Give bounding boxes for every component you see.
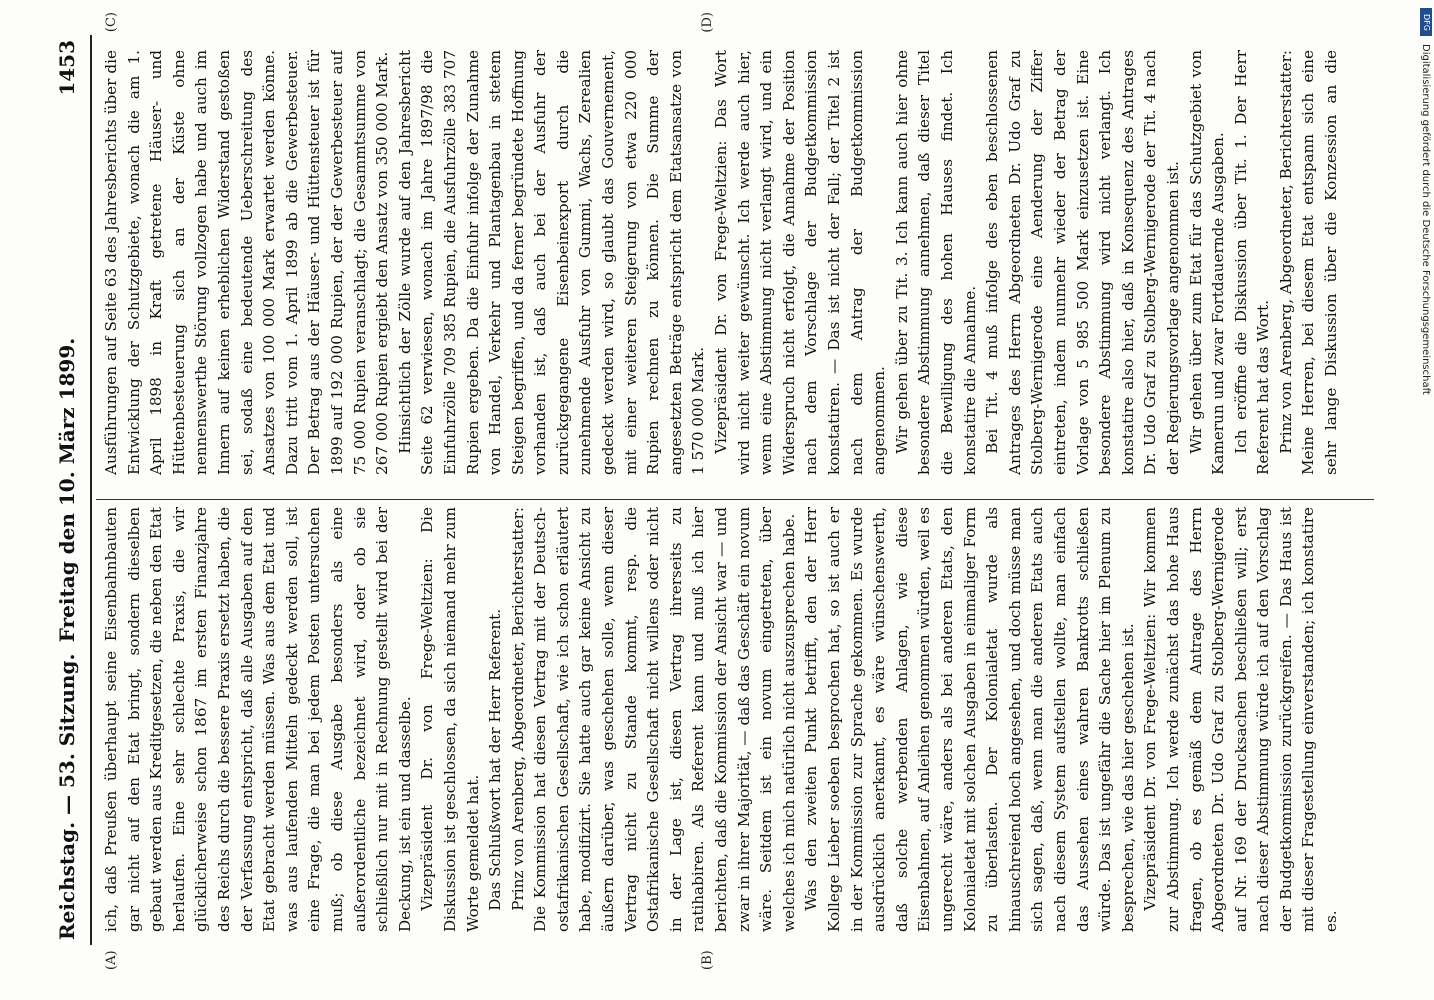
margin-marker-b: (B) xyxy=(700,950,715,970)
paragraph: Prinz von Arenberg, Abgeordneter, Berichterstatter: Die Kommission hat diesen Vertrag mit der Deutsch-ostafrikanischen Gesellschaft, wie ich schon erläutert habe, modifizirt. Sie hatte auch gar keine Ansicht zu äußern darüber, was geschehen solle, wenn dieser Vertrag nicht zu Stande kommt, resp. die Ostafrikanische Gesellschaft nicht willens oder nicht in der Lage ist, diesen Vertrag ihrerseits zu ratihabiren. Als Referent kann und muß ich hier berichten, daß die Kommission der Ansicht war — und zwar in ihrer Majorität, — daß das Geschäft ein novum wäre. Seitdem ist ein novum eingetreten, über welches ich mich natürlich nicht auszusprechen habe. xyxy=(508,507,798,932)
paragraph: Vizepräsident Dr. von Frege-Weltzien: Die Diskussion ist geschlossen, da sich niemand mehr zum Worte gemeldet hat. xyxy=(418,507,482,932)
paragraph: Das Schlußwort hat der Herr Referent. xyxy=(486,608,505,911)
paragraph: Ich eröffne die Diskussion über Tit. 1. Der Herr Referent hat das Wort. xyxy=(1231,50,1273,475)
page-header xyxy=(45,40,91,940)
margin-marker-a: (A) xyxy=(104,950,119,970)
paragraph: Bei Tit. 4 muß infolge des eben beschlossenen Antrages des Herrn Abgeordneten Dr. Udo Graf zu Stolberg-Wernigerode eine Aenderung der Ziffer eintreten, indem nunmehr wieder der Betrag der Vorlage von 5 985 500 Mark einzusetzen ist. Eine besondere Abstimmung wird nicht verlangt. Ich konstatire also hier, daß in Konsequenz des Antrages Dr. Udo Graf zu Stolberg-Wernigerode der Tit. 4 nach der Regierungsvorlage angenommen ist. xyxy=(983,50,1182,475)
credit-text: Digitalisierung gefördert durch die Deutsche Forschungsgemeinschaft xyxy=(1420,44,1431,395)
header-rule xyxy=(90,35,92,945)
header-date: Freitag den 10. März 1899. xyxy=(55,337,79,643)
header-page-number: 1453 xyxy=(55,40,79,96)
paragraph: Was den zweiten Punkt betrifft, den der Herr Kollege Lieber soeben besprochen hat, so ist auch er in der Kommission zur Sprache gekommen. Es wurde ausdrücklich anerkannt, es wäre wünschenswerth, daß solche werbenden Anlagen, wie diese Eisenbahnen, auf Anleihen genommen würden, weil es ungerecht wäre, anders als bei anderen Etats, den Kolonialetat mit solchen Ausgaben in einmaliger Form zu überlasten. Der Kolonialetat wurde als hinauschreiend hoch angesehen, und doch müsse man sich sagen, daß, wenn man die anderen Etats auch nach diesem System aufstellen wollte, man einfach das Aussehen eines wahren Bankrotts schließen würde. Das ist ungefähr die Sache hier im Plenum zu besprechen, wie das hier geschehen ist. xyxy=(802,507,1137,932)
paragraph: Vizepräsident Dr. von Frege-Weltzien: Wir kommen zur Abstimmung. Ich werde zunächst das hohe Haus fragen, ob es gemäß dem Antrage des Herrn Abgeordneten Dr. Udo Graf zu Stolberg-Wernigerode auf Nr. 169 der Drucksachen beschließen will; erst nach dieser Abstimmung würde ich auf den Vorschlag der Budgetkommission zurückgreifen. — Das Haus ist mit dieser Fragestellung einverstanden; ich konstatire es. xyxy=(1141,507,1340,932)
paragraph: Wir gehen über zum Etat für das Schutzgebiet von Kamerun und zwar Fortdauernde Ausgaben. xyxy=(1186,50,1228,475)
header-session-title: Reichstag. — 53. Sitzung. xyxy=(55,653,79,940)
left-column xyxy=(100,507,1340,932)
dfg-logo: DFG xyxy=(1420,8,1432,36)
paragraph: Vizepräsident Dr. von Frege-Weltzien: Das Wort wird nicht weiter gewünscht. Ich werde auch hier, wenn eine Abstimmung nicht verlangt wird, und ein Widerspruch nicht erfolgt, die Annahme der Position nach dem Vorschlage der Budgetkommission konstatiren. — Das ist nicht der Fall; der Titel 2 ist nach dem Antrag der Budgetkommission angenommen. xyxy=(712,50,889,475)
paragraph: Ausführungen auf Seite 63 des Jahresberichts über die Entwicklung der Schutzgebiete, wonach die am 1. April 1898 in Kraft getretene Häuser- und Hüttenbesteuerung sich an der Küste ohne nennenswerthe Störung vollzogen habe und auch im Innern auf keinen erheblichen Widerstand gestoßen sei, sodaß eine bedeutende Ueberschreitung des Ansatzes von 100 000 Mark erwartet werden könne. Dazu tritt vom 1. April 1899 ab die Gewerbesteuer. Der Betrag aus der Häuser- und Hüttensteuer ist für 1899 auf 192 000 Rupien, der der Gewerbesteuer auf 75 000 Rupien veranschlagt; die Gesammtsumme von 267 000 Rupien ergiebt den Ansatz von 350 000 Mark. xyxy=(102,50,392,475)
paragraph: Wir gehen über zu Tit. 3. Ich kann auch hier ohne besondere Abstimmung annehmen, daß dieser Titel die Bewilligung des hohen Hauses findet. Ich konstatire die Annahme. xyxy=(892,50,979,475)
margin-marker-d: (D) xyxy=(700,12,715,33)
paragraph: Hinsichtlich der Zölle wurde auf den Jahresbericht Seite 62 verwiesen, wonach im Jahre 1897/98 die Einfuhrzölle 709 385 Rupien, die Ausfuhrzölle 383 707 Rupien ergeben. Da die Einfuhr infolge der Zunahme von Handel, Verkehr und Plantagenbau in stetem Steigen begriffen, und da ferner begründete Hoffnung vorhanden ist, daß auch bei der Ausfuhr der zurückgegangene Eisenbeinexport durch die zunehmende Ausfuhr von Gummi, Wachs, Zerealien gedeckt werden wird, so glaubt das Gouvernement, mit einer weiteren Steigerung von etwa 220 000 Rupien rechnen zu können. Die Summe der angesetzten Beträge entspricht dem Etatsansatze von 1 570 000 Mark. xyxy=(395,50,708,475)
digitization-credit xyxy=(1418,0,1434,1000)
margin-marker-c: (C) xyxy=(104,12,119,33)
paragraph: ich, daß Preußen überhaupt seine Eisenbahnbauten gar nicht auf den Etat bringt, sondern dieselben gebaut werden aus Kreditgesetzen, die neben den Etat herlaufen. Eine sehr schlechte Praxis, die wir glücklicherweise schon 1867 im ersten Finanzjahre des Reichs durch die bessere Praxis ersetzt haben, die der Verfassung entspricht, daß alle Ausgaben auf den Etat gebracht werden müssen. Was aus dem Etat und was aus laufenden Mitteln gedeckt werden soll, ist eine Frage, die man bei jedem Posten untersuchen muß; ob diese Ausgabe besonders als eine außerordentliche bezeichnet wird, oder ob sie schließlich nur mit in Rechnung gestellt wird bei der Deckung, ist ein und dasselbe. xyxy=(102,507,414,932)
paragraph: Prinz von Arenberg, Abgeordneter, Berichterstatter: Meine Herren, bei diesem Etat entspann sich eine sehr lange Diskussion über die Konzession an die xyxy=(1276,50,1340,475)
column-divider xyxy=(96,499,1374,500)
right-column xyxy=(100,50,1340,475)
